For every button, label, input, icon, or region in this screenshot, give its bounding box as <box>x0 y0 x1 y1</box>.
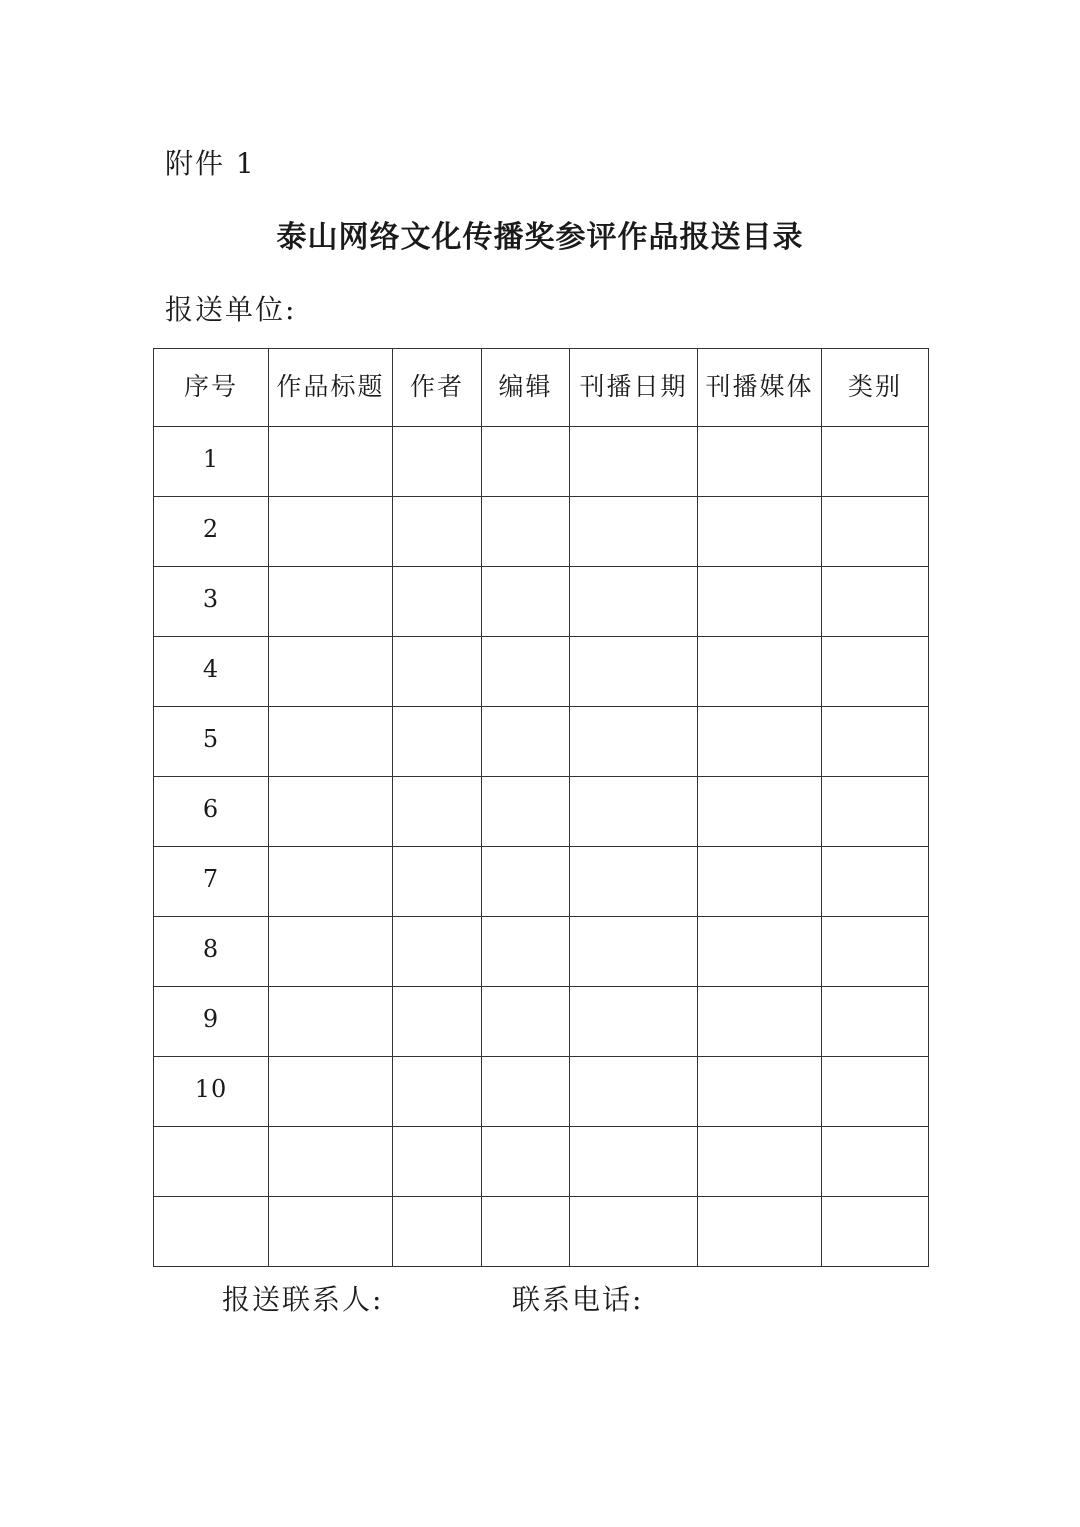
row-seq: 7 <box>154 847 269 917</box>
cell-category <box>822 777 929 847</box>
attachment-label: 附件 1 <box>165 147 256 180</box>
cell-publish-date <box>570 1197 698 1267</box>
cell-work-title <box>269 1057 393 1127</box>
submitting-unit-label: 报送单位: <box>165 293 297 326</box>
cell-publish-date <box>570 777 698 847</box>
row-seq: 4 <box>154 637 269 707</box>
row-seq <box>154 1197 269 1267</box>
document-title: 泰山网络文化传播奖参评作品报送目录 <box>276 220 804 255</box>
cell-editor <box>482 1057 570 1127</box>
cell-work-title <box>269 1197 393 1267</box>
cell-editor <box>482 497 570 567</box>
cell-publish-media <box>698 707 822 777</box>
table-row <box>154 1197 929 1267</box>
cell-category <box>822 1197 929 1267</box>
table-row <box>154 917 929 987</box>
cell-editor <box>482 847 570 917</box>
table-row <box>154 987 929 1057</box>
cell-publish-date <box>570 1057 698 1127</box>
cell-author <box>393 917 482 987</box>
cell-editor <box>482 637 570 707</box>
row-seq: 3 <box>154 567 269 637</box>
cell-editor <box>482 1197 570 1267</box>
submission-catalog-table <box>153 348 929 1267</box>
cell-category <box>822 847 929 917</box>
cell-publish-date <box>570 847 698 917</box>
cell-work-title <box>269 847 393 917</box>
cell-author <box>393 707 482 777</box>
cell-category <box>822 497 929 567</box>
cell-category <box>822 917 929 987</box>
cell-work-title <box>269 917 393 987</box>
cell-work-title <box>269 1127 393 1197</box>
cell-publish-media <box>698 917 822 987</box>
cell-publish-media <box>698 1057 822 1127</box>
header-category: 类别 <box>822 349 929 427</box>
table-row <box>154 637 929 707</box>
cell-work-title <box>269 427 393 497</box>
cell-publish-media <box>698 987 822 1057</box>
cell-work-title <box>269 637 393 707</box>
cell-category <box>822 1057 929 1127</box>
table-header-row <box>154 349 929 427</box>
header-work-title: 作品标题 <box>269 349 393 427</box>
row-seq: 10 <box>154 1057 269 1127</box>
cell-publish-media <box>698 1197 822 1267</box>
cell-work-title <box>269 707 393 777</box>
cell-publish-date <box>570 567 698 637</box>
row-seq: 8 <box>154 917 269 987</box>
table-row <box>154 427 929 497</box>
table-row <box>154 777 929 847</box>
row-seq <box>154 1127 269 1197</box>
cell-editor <box>482 917 570 987</box>
cell-publish-date <box>570 427 698 497</box>
cell-work-title <box>269 987 393 1057</box>
cell-author <box>393 1197 482 1267</box>
cell-work-title <box>269 497 393 567</box>
cell-category <box>822 567 929 637</box>
cell-author <box>393 427 482 497</box>
cell-work-title <box>269 777 393 847</box>
cell-author <box>393 497 482 567</box>
cell-publish-media <box>698 777 822 847</box>
cell-author <box>393 567 482 637</box>
cell-publish-date <box>570 1127 698 1197</box>
cell-editor <box>482 987 570 1057</box>
cell-publish-media <box>698 497 822 567</box>
cell-work-title <box>269 567 393 637</box>
contact-person-label: 报送联系人: <box>222 1283 384 1316</box>
row-seq: 2 <box>154 497 269 567</box>
row-seq: 9 <box>154 987 269 1057</box>
cell-publish-media <box>698 567 822 637</box>
cell-author <box>393 1057 482 1127</box>
cell-publish-date <box>570 987 698 1057</box>
cell-category <box>822 707 929 777</box>
header-publish-media: 刊播媒体 <box>698 349 822 427</box>
cell-author <box>393 847 482 917</box>
cell-author <box>393 987 482 1057</box>
row-seq: 5 <box>154 707 269 777</box>
cell-publish-media <box>698 427 822 497</box>
cell-editor <box>482 777 570 847</box>
header-editor: 编辑 <box>482 349 570 427</box>
cell-category <box>822 637 929 707</box>
table-row <box>154 567 929 637</box>
table-row <box>154 847 929 917</box>
cell-author <box>393 1127 482 1197</box>
cell-publish-date <box>570 497 698 567</box>
cell-category <box>822 427 929 497</box>
cell-publish-date <box>570 917 698 987</box>
table-row <box>154 1127 929 1197</box>
cell-publish-media <box>698 637 822 707</box>
cell-author <box>393 777 482 847</box>
cell-editor <box>482 427 570 497</box>
cell-editor <box>482 567 570 637</box>
cell-author <box>393 637 482 707</box>
cell-publish-date <box>570 637 698 707</box>
contact-phone-label: 联系电话: <box>512 1283 644 1316</box>
table-row <box>154 497 929 567</box>
cell-publish-media <box>698 1127 822 1197</box>
header-author: 作者 <box>393 349 482 427</box>
cell-publish-date <box>570 707 698 777</box>
cell-publish-media <box>698 847 822 917</box>
table-row <box>154 707 929 777</box>
row-seq: 1 <box>154 427 269 497</box>
header-seq: 序号 <box>154 349 269 427</box>
cell-category <box>822 1127 929 1197</box>
header-publish-date: 刊播日期 <box>570 349 698 427</box>
cell-editor <box>482 707 570 777</box>
cell-editor <box>482 1127 570 1197</box>
row-seq: 6 <box>154 777 269 847</box>
cell-category <box>822 987 929 1057</box>
table-row <box>154 1057 929 1127</box>
